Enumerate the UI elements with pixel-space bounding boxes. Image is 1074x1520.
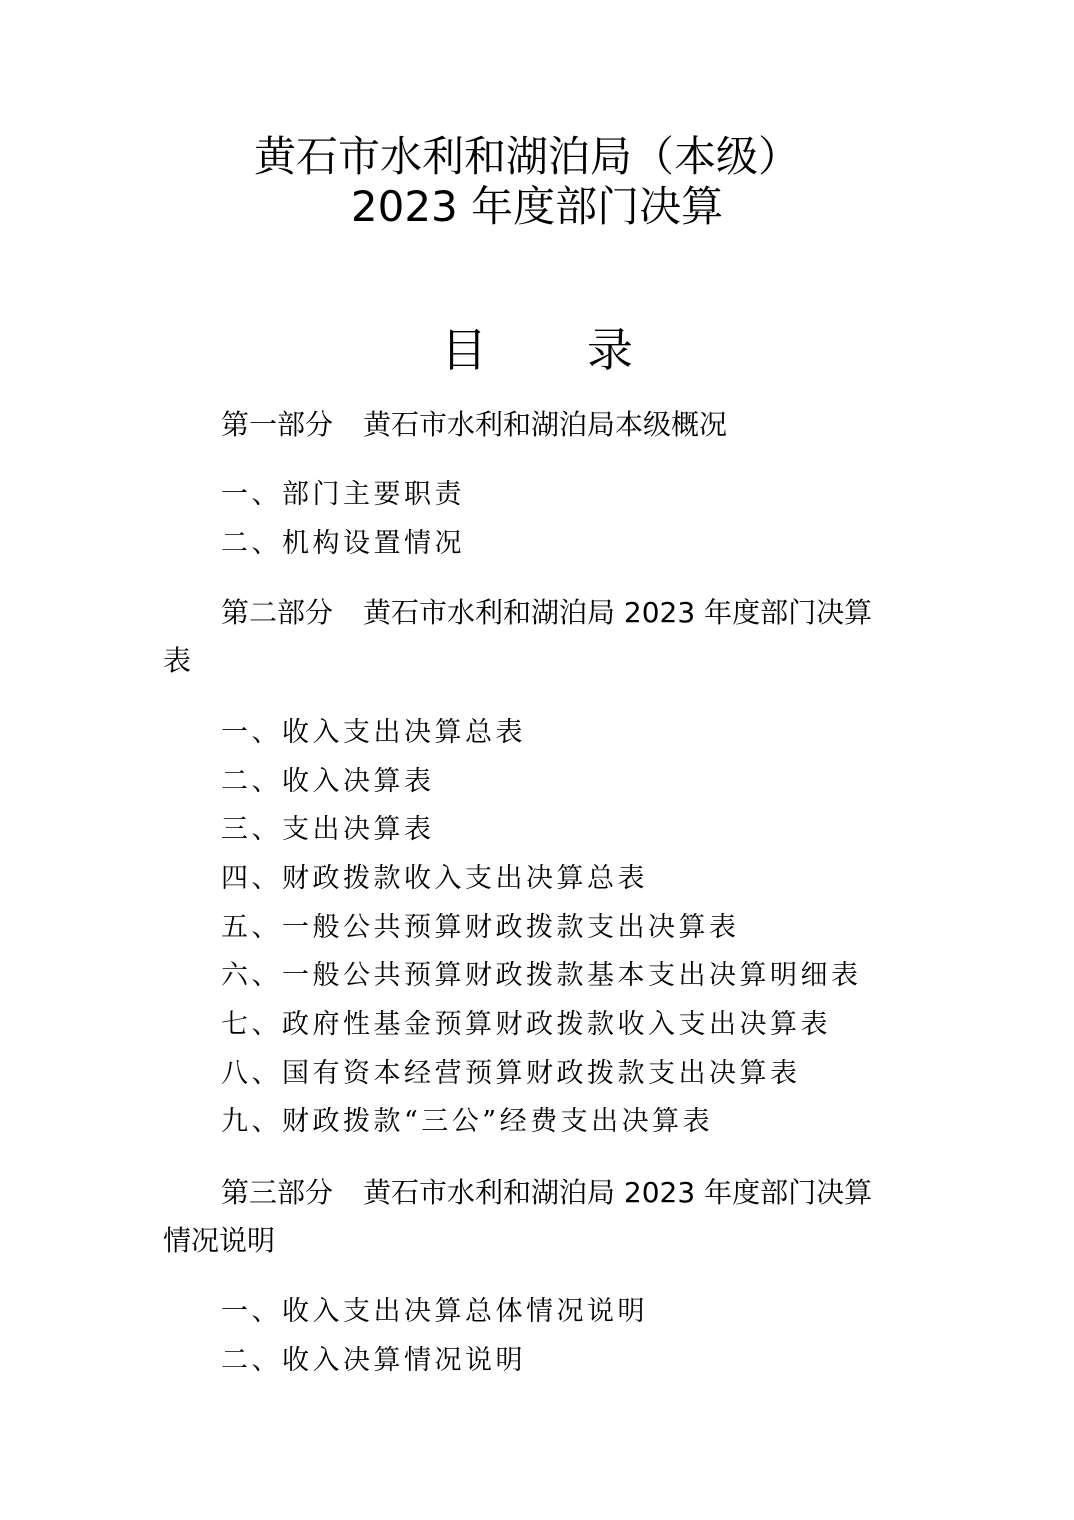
toc-item: 二、收入决算表 xyxy=(221,766,435,797)
toc-item: 四、财政拨款收入支出决算总表 xyxy=(221,863,648,894)
document-title-line2: 2023 年度部门决算 xyxy=(350,182,724,231)
part-two-heading xyxy=(163,589,893,685)
part-label: 第一部分 xyxy=(221,408,334,441)
toc-item: 八、国有资本经营预算财政拨款支出决算表 xyxy=(221,1058,801,1089)
toc-heading: 目录 xyxy=(441,323,733,377)
toc-item: 九、财政拨款“三公”经费支出决算表 xyxy=(221,1106,714,1137)
toc-item: 一、收入支出决算总体情况说明 xyxy=(221,1296,648,1327)
part-title: 黄石市水利和湖泊局 2023 年度部门决算表 xyxy=(163,596,873,677)
toc-item: 二、机构设置情况 xyxy=(221,528,465,559)
part-title: 黄石市水利和湖泊局 2023 年度部门决算情况说明 xyxy=(163,1176,873,1257)
toc-item: 二、收入决算情况说明 xyxy=(221,1345,526,1376)
toc-item: 六、一般公共预算财政拨款基本支出决算明细表 xyxy=(221,960,862,991)
toc-item: 三、支出决算表 xyxy=(221,814,435,845)
part-label: 第三部分 xyxy=(221,1176,334,1209)
toc-item: 五、一般公共预算财政拨款支出决算表 xyxy=(221,912,740,943)
part-one-heading xyxy=(163,401,893,449)
toc-item: 七、政府性基金预算财政拨款收入支出决算表 xyxy=(221,1009,831,1040)
document-title-line1: 黄石市水利和湖泊局（本级） xyxy=(253,132,800,181)
toc-item: 一、收入支出决算总表 xyxy=(221,717,526,748)
part-title: 黄石市水利和湖泊局本级概况 xyxy=(363,408,728,441)
toc-item: 一、部门主要职责 xyxy=(221,479,465,510)
part-label: 第二部分 xyxy=(221,596,334,629)
part-three-heading xyxy=(163,1169,893,1265)
